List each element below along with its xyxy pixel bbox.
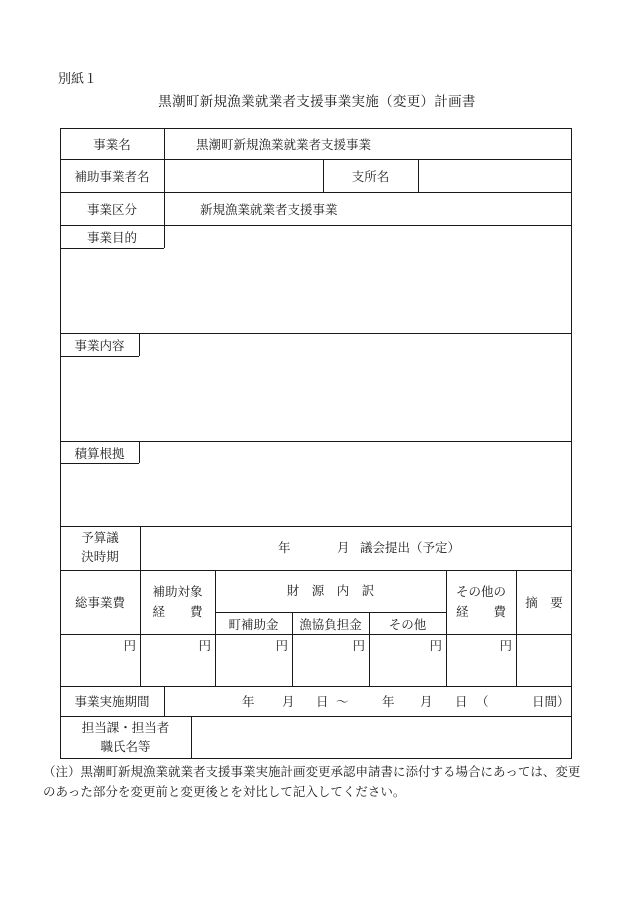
period-end-month-unit: 月 (420, 694, 433, 709)
period-start-day-unit: 日 (316, 694, 329, 709)
fishery-coop-header: 漁協負担金 (299, 617, 362, 632)
content-label: 事業内容 (74, 338, 125, 353)
other-costs-header-line-2: 経 費 (455, 604, 506, 619)
period-start-month-unit: 月 (282, 694, 295, 709)
period-end-day-unit: 日 (455, 694, 468, 709)
staff-label-line-2: 職氏名等 (100, 739, 151, 754)
budget-label-line-1: 予算議 (81, 530, 119, 545)
basis-label: 積算根拠 (74, 446, 125, 461)
branch-label: 支所名 (351, 169, 390, 184)
budget-year-unit: 年 (278, 540, 291, 555)
total-cost-header: 総事業費 (74, 595, 125, 610)
remarks-header: 摘 要 (525, 595, 563, 610)
fishery-coop-yen: 円 (352, 638, 365, 653)
subsidy-target-header-line-1: 補助対象 (152, 584, 203, 599)
project-name-value: 黒潮町新規漁業就業者支援事業 (196, 137, 372, 152)
subsidy-target-header-line-2: 経 費 (152, 604, 203, 619)
table-grid-lines (60, 128, 572, 759)
project-name-label: 事業名 (93, 137, 131, 152)
town-subsidy-yen: 円 (275, 638, 288, 653)
period-start-year-unit: 年 (242, 694, 255, 709)
period-open-paren: （ (476, 694, 489, 709)
town-subsidy-header: 町補助金 (228, 617, 279, 632)
purpose-label: 事業目的 (86, 230, 137, 245)
budget-month-unit: 月 (337, 540, 350, 555)
footnote: （注）黒潮町新規漁業就業者支援事業実施計画変更承認申請書に添付する場合にあっては、変更のあった部分を変更前と変更後とを対比して記入してください。 (43, 764, 581, 799)
plan-form-table (60, 128, 572, 759)
operator-label: 補助事業者名 (74, 169, 150, 184)
budget-council-note: 議会提出（予定） (360, 540, 461, 555)
category-value: 新規漁業就業者支援事業 (200, 202, 338, 217)
category-label: 事業区分 (86, 202, 137, 217)
total-cost-yen: 円 (123, 638, 136, 653)
period-end-year-unit: 年 (382, 694, 395, 709)
period-tilde: 〜 (336, 694, 349, 709)
subsidy-target-yen: 円 (198, 638, 211, 653)
period-label: 事業実施期間 (74, 694, 150, 709)
budget-label-line-2: 決時期 (81, 549, 119, 564)
other-funding-yen: 円 (429, 638, 442, 653)
document-title: 黒潮町新規漁業就業者支援事業実施（変更）計画書 (158, 94, 476, 110)
form-number: 別紙１ (58, 72, 98, 87)
other-costs-yen: 円 (499, 638, 512, 653)
other-funding-header: その他 (388, 617, 427, 632)
funding-breakdown-header: 財 源 内 訳 (286, 583, 375, 598)
other-costs-header-line-1: その他の (455, 584, 506, 599)
staff-label-line-1: 担当課・担当者 (81, 720, 170, 735)
period-days-unit: 日間） (532, 694, 570, 709)
